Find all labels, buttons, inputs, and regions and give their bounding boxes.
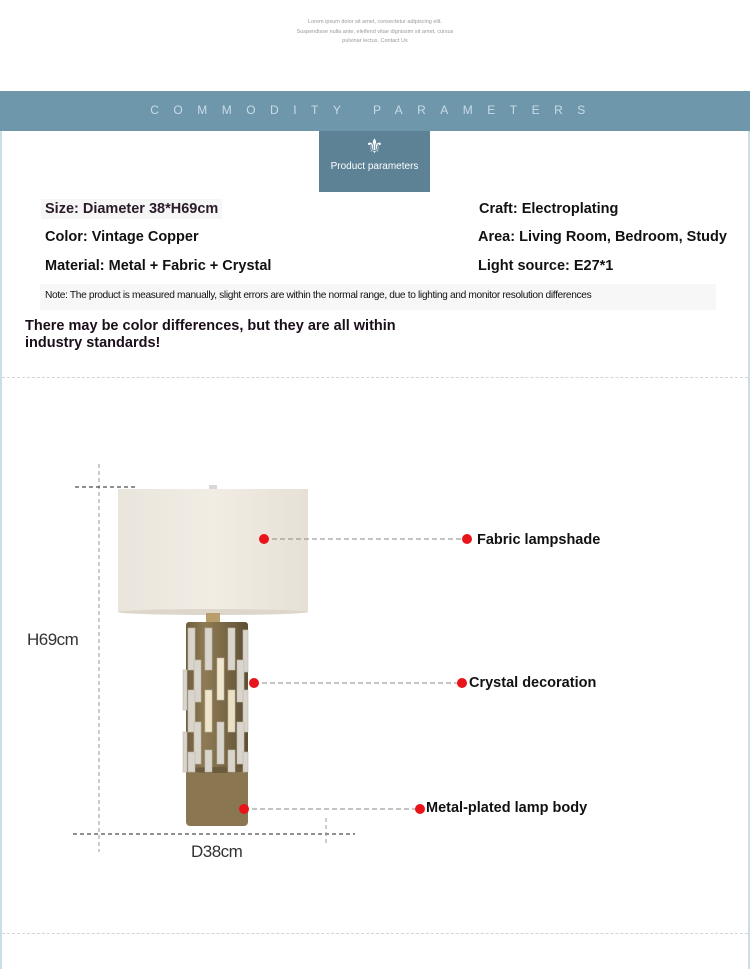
blurb-line: Lorem ipsum dolor sit amet, consectetur adipiscing elit. <box>308 19 442 25</box>
lamp-shade <box>118 485 308 615</box>
spec-light-source: Light source: E27*1 <box>478 258 614 274</box>
marker-dot <box>239 804 249 814</box>
callout-metal-plated-lamp-body: Metal-plated lamp body <box>426 800 588 816</box>
spec-craft: Craft: Electroplating <box>479 201 619 217</box>
blurb-line: pulvinar lectus. Contact Us <box>342 38 408 44</box>
spec-size: Size: Diameter 38*H69cm <box>41 199 222 219</box>
lamp-neck <box>206 613 220 622</box>
height-label: H69cm <box>27 630 79 649</box>
shade-body <box>118 489 308 612</box>
lamp-diagram <box>0 440 750 880</box>
marker-dot <box>462 534 472 544</box>
diameter-label: D38cm <box>191 842 243 861</box>
blurb-line: Suspendisse nulla ante, eleifend vitae dignissim sit amet, cursus <box>296 28 454 35</box>
product-parameters-tab[interactable] <box>319 131 430 192</box>
tab-label: Product parameters <box>330 161 419 172</box>
base-seam <box>186 767 248 773</box>
note-text: Note: The product is measured manually, slight errors are within the normal range, due to lighting and monitor resolution differences <box>45 290 592 301</box>
callout-fabric-lampshade: Fabric lampshade <box>477 532 601 548</box>
marker-dot <box>259 534 269 544</box>
finial <box>209 485 217 489</box>
fleur-de-lis-icon: ⚜ <box>365 136 384 158</box>
spec-color: Color: Vintage Copper <box>45 229 199 245</box>
color-warning: There may be color differences, but they are all within industry standards! <box>25 318 396 351</box>
marker-dot <box>415 804 425 814</box>
body-base <box>186 770 248 826</box>
section-divider-bottom <box>2 933 748 934</box>
marker-dot <box>249 678 259 688</box>
callout-crystal-decoration: Crystal decoration <box>469 675 597 691</box>
marker-dot <box>457 678 467 688</box>
banner-title: COMMODITY PARAMETERS <box>150 103 600 117</box>
spec-area: Area: Living Room, Bedroom, Study <box>478 229 727 245</box>
lamp-body <box>183 622 248 826</box>
header-blurb <box>0 18 750 47</box>
section-divider <box>2 377 748 378</box>
spec-material: Material: Metal + Fabric + Crystal <box>45 258 272 274</box>
